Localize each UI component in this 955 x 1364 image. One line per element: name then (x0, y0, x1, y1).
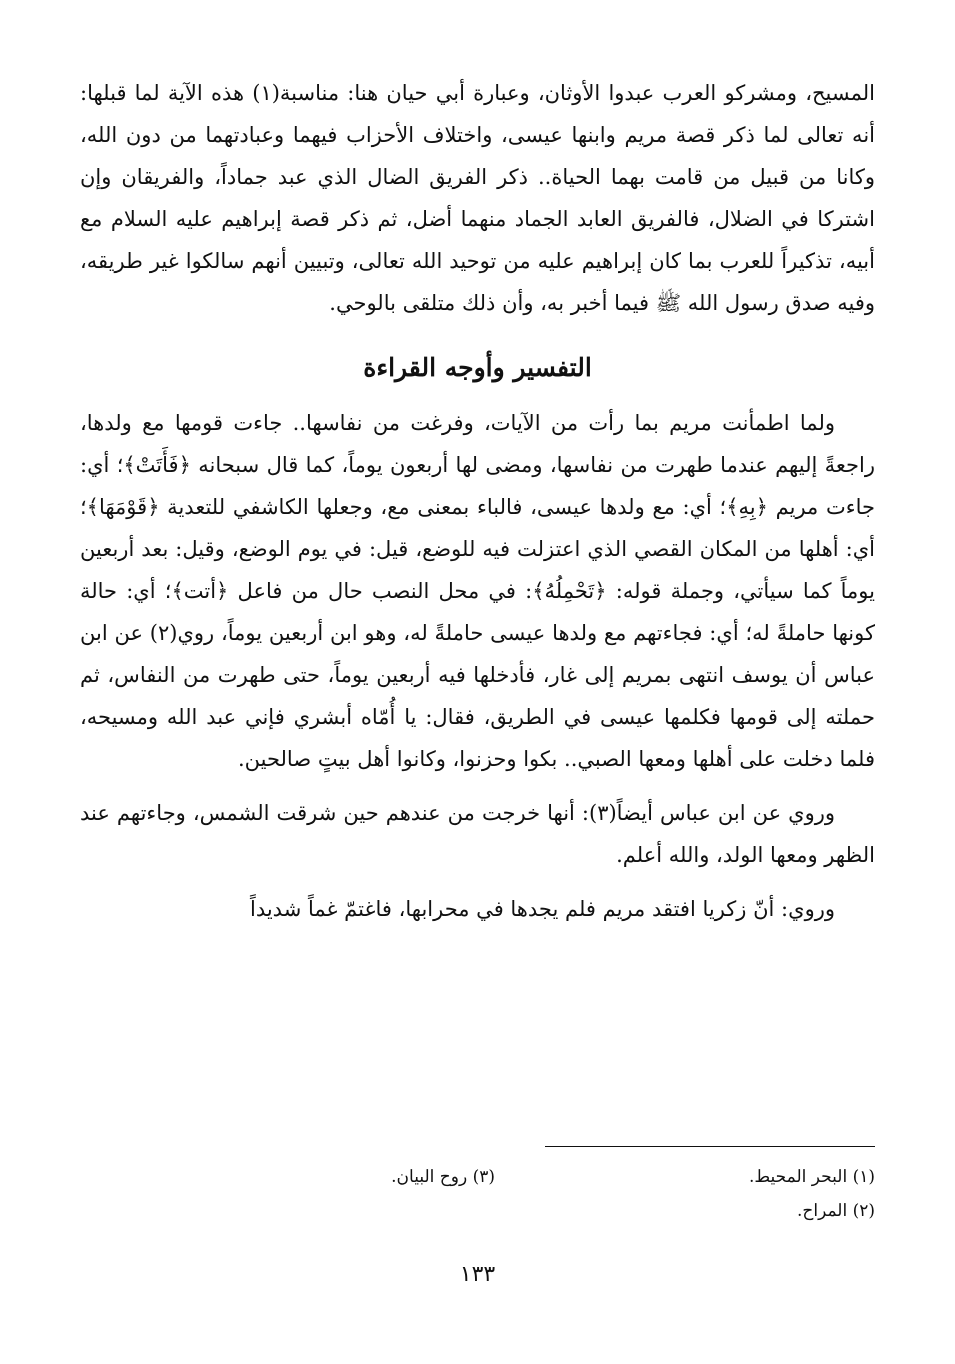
paragraph-gap (80, 876, 875, 888)
section-heading: التفسير وأوجه القراءة (363, 353, 592, 382)
footnote-2: (٢) المراح. (796, 1201, 875, 1221)
footnote-row (80, 1160, 875, 1194)
paragraph-gap (80, 780, 875, 792)
footnotes (80, 1160, 875, 1228)
page-body (80, 72, 875, 930)
footnote-1: (١) البحر المحيط. (749, 1167, 875, 1187)
footnote-divider (545, 1146, 875, 1147)
paragraph-intro: المسيح، ومشركو العرب عبدوا الأوثان، وعبارة أبي حيان هنا: مناسبة(١) هذه الآية لما قبلها: أنه تعالى لما ذكر قصة مريم وابنها عيسى، واختلاف الأحزاب فيهما وعبادتهما من دون الله، وكانا من قبيل من قامت بهما الحياة.. ذكر الفريق الضال الذي عبد جماداً، والفريقان وإن اشتركا في الضلال، فالفريق العابد الجماد منهما أضل، ثم ذكر قصة إبراهيم عليه السلام مع أبيه، تذكيراً للعرب بما كان إبراهيم عليه من توحيد الله تعالى، وتبيين أنهم سالكوا غير طريقه، وفيه صدق رسول الله ﷺ فيما أخبر به، وأن ذلك متلقى بالوحي. (80, 81, 875, 315)
paragraph-zakariya: وروي: أنّ زكريا افتقد مريم فلم يجدها في محرابها، فاغتمّ غماً شديداً (249, 897, 835, 921)
footnote-row (80, 1194, 875, 1228)
page-number: ١٣٣ (459, 1262, 496, 1287)
paragraph-ibn-abbas: وروي عن ابن عباس أيضاً(٣): أنها خرجت من عندهم حين شرقت الشمس، وجاءتهم عند الظهر ومعها الولد، والله أعلم. (80, 801, 875, 867)
paragraph-tafsir: ولما اطمأنت مريم بما رأت من الآيات، وفرغت من نفاسها.. جاءت قومها مع ولدها، راجعةً إليهم عندما طهرت من نفاسها، ومضى لها أربعون يوماً، كما قال سبحانه ﴿فَأَتَتْ﴾؛ أي: جاءت مريم ﴿بِهِ﴾؛ أي: مع ولدها عيسى، فالباء بمعنى مع، وجعلها الكاشفي للتعدية ﴿قَوْمَهَا﴾؛ أي: أهلها من المكان القصي الذي اعتزلت فيه للوضع، قيل: في يوم الوضع، وقيل: بعد أربعين يوماً كما سيأتي، وجملة قوله: ﴿تَحْمِلُهُ﴾: في محل النصب حال من فاعل ﴿أتت﴾؛ أي: حالة كونها حاملةً له؛ أي: فجاءتهم مع ولدها عيسى حاملةً له، وهو ابن أربعين يوماً، روي(٢) عن ابن عباس أن يوسف انتهى بمريم إلى غار، فأدخلها فيه أربعين يوماً، حتى طهرت من النفاس، ثم حملته إلى قومها فكلمها عيسى في الطريق، فقال: يا أُمّاه أبشري فإني عبد الله ومسيحه، فلما دخلت على أهلها ومعها الصبي.. بكوا وحزنوا، وكانوا أهل بيتٍ صالحين. (80, 411, 875, 771)
footnote-3: (٣) روح البيان. (391, 1167, 495, 1187)
